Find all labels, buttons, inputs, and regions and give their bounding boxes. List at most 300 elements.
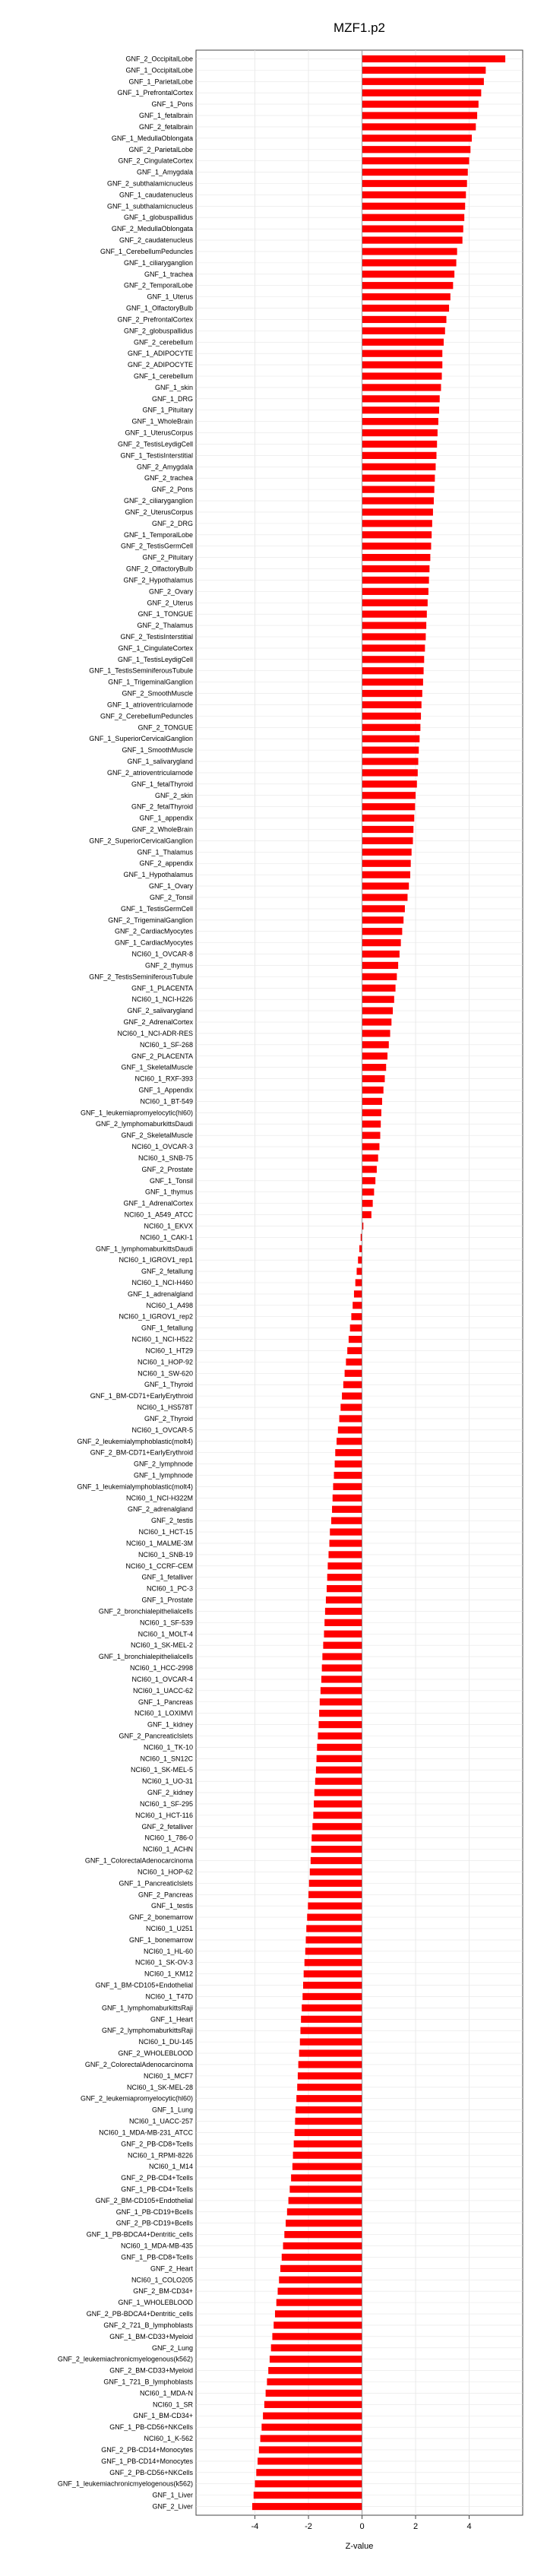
bar <box>362 996 394 1003</box>
category-label: GNF_2_trachea <box>144 474 193 483</box>
category-label: GNF_1_leukemialymphoblastic(molt4) <box>77 1483 193 1491</box>
category-label: NCI60_1_SNB-19 <box>138 1550 193 1559</box>
bar <box>362 962 399 969</box>
category-label: GNF_2_CardiacMyocytes <box>114 927 193 935</box>
bar <box>362 520 432 527</box>
bar <box>362 90 482 97</box>
category-label: NCI60_1_ACHN <box>142 1845 193 1853</box>
category-label: GNF_2_Heart <box>150 2264 193 2273</box>
bar <box>362 67 486 74</box>
category-label: GNF_2_ParietalLobe <box>128 145 193 153</box>
bar <box>299 2049 362 2056</box>
category-label: GNF_2_Pancreas <box>138 1891 193 1899</box>
bar <box>289 2197 362 2204</box>
category-label: GNF_1_lymphomaburkittsDaudi <box>95 1245 193 1253</box>
category-label: NCI60_1_RPMI-8226 <box>127 2151 193 2160</box>
category-label: GNF_2_Pituitary <box>142 553 193 562</box>
category-label: GNF_2_OlfactoryBulb <box>125 565 193 573</box>
category-label: GNF_2_kidney <box>147 1789 193 1797</box>
bar <box>362 169 468 176</box>
category-label: GNF_1_ParietalLobe <box>128 78 193 86</box>
bar <box>362 1188 375 1195</box>
bar <box>362 134 473 141</box>
bar <box>296 2095 362 2102</box>
bar <box>362 497 434 504</box>
bar <box>362 803 416 810</box>
bar <box>362 293 451 300</box>
bar <box>362 1132 381 1139</box>
bar <box>362 486 435 493</box>
category-label: GNF_2_leukemiapromyelocytic(hl60) <box>80 2094 193 2103</box>
category-label: GNF_2_TestisGermCell <box>120 542 193 550</box>
bar <box>362 1087 384 1093</box>
category-label: GNF_1_Hypothalamus <box>123 871 193 879</box>
category-label: NCI60_1_CAKI-1 <box>140 1233 193 1242</box>
bar <box>362 543 432 549</box>
bar <box>362 407 440 413</box>
bar <box>270 2356 362 2362</box>
category-label: GNF_2_SkeletalMuscle <box>121 1131 193 1140</box>
bar <box>259 2446 362 2453</box>
category-label: GNF_1_trachea <box>144 270 193 278</box>
bar <box>294 2141 362 2147</box>
category-label: NCI60_1_MOLT-4 <box>138 1630 193 1638</box>
category-label: NCI60_1_SR <box>152 2400 193 2409</box>
category-label: NCI60_1_OVCAR-5 <box>131 1426 193 1434</box>
bar <box>325 1608 362 1615</box>
bar <box>301 2016 362 2023</box>
bar <box>277 2299 362 2305</box>
bar <box>362 350 443 357</box>
bar <box>287 2208 362 2215</box>
category-label: GNF_1_TestisInterstitial <box>120 451 193 460</box>
category-label: GNF_2_Thalamus <box>137 622 193 630</box>
bar <box>362 1075 385 1082</box>
category-label: GNF_2_leukemialymphoblastic(molt4) <box>77 1437 193 1445</box>
category-label: GNF_1_fetalliver <box>141 1573 193 1581</box>
bar <box>335 1460 362 1467</box>
bar <box>322 1653 362 1660</box>
bar <box>302 2005 362 2011</box>
category-label: GNF_2_skin <box>154 791 193 799</box>
bar <box>362 361 443 368</box>
bar <box>320 1698 362 1705</box>
bar <box>274 2321 362 2328</box>
category-label: NCI60_1_SF-268 <box>139 1040 193 1049</box>
bar <box>337 1438 362 1445</box>
category-label: GNF_2_OccipitalLobe <box>125 55 193 63</box>
category-label: GNF_2_BM-CD34+ <box>133 2287 193 2296</box>
category-label: GNF_2_PrefrontalCortex <box>117 315 193 324</box>
category-label: GNF_2_testis <box>150 1517 193 1525</box>
bar <box>362 554 431 561</box>
bar <box>362 985 396 992</box>
bar <box>295 2118 362 2125</box>
category-label: GNF_2_BM-CD105+Endothelial <box>95 2196 193 2204</box>
category-label: GNF_1_leukemiachronicmyelogenous(k562) <box>57 2479 193 2488</box>
bar <box>362 395 440 402</box>
category-label: GNF_1_PrefrontalCortex <box>117 89 193 97</box>
bar <box>362 475 435 482</box>
category-label: NCI60_1_A549_ATCC <box>124 1210 193 1219</box>
category-label: NCI60_1_786-0 <box>144 1834 193 1842</box>
category-label: GNF_1_BM-CD34+ <box>133 2412 193 2420</box>
bar <box>362 701 422 708</box>
category-label: GNF_2_PB-CD19+Bcells <box>115 2219 193 2227</box>
category-label: NCI60_1_LOXIMVI <box>134 1709 193 1717</box>
category-label: GNF_1_CerebellumPeduncles <box>100 247 193 255</box>
bar <box>362 837 413 844</box>
bar <box>362 973 397 980</box>
category-label: GNF_1_721_B_lymphoblasts <box>103 2378 193 2386</box>
bar <box>362 588 428 595</box>
category-label: GNF_1_appendix <box>139 814 193 822</box>
bar <box>362 112 478 119</box>
category-label: GNF_1_Uterus <box>147 293 193 301</box>
category-label: NCI60_1_NCI-H460 <box>131 1279 193 1286</box>
category-label: NCI60_1_K-562 <box>144 2435 193 2443</box>
category-label: GNF_1_PB-BDCA4+Dentritic_cells <box>86 2230 193 2239</box>
bar <box>362 916 404 923</box>
bar <box>362 1030 390 1036</box>
category-label: GNF_1_TONGUE <box>138 610 193 619</box>
category-label: GNF_1_MedullaOblongata <box>111 134 193 142</box>
category-label: GNF_1_PB-CD14+Monocytes <box>101 2457 193 2465</box>
bar <box>258 2457 362 2464</box>
bar <box>362 100 479 107</box>
category-label: GNF_1_TrigeminalGanglion <box>108 678 193 686</box>
bar <box>356 1279 362 1286</box>
bar <box>353 1302 362 1309</box>
category-label: NCI60_1_NCI-H226 <box>131 995 193 1004</box>
category-label: GNF_2_CingulateCortex <box>118 157 193 165</box>
bar <box>308 1903 362 1910</box>
bar <box>362 328 445 334</box>
category-label: GNF_1_fetallung <box>141 1324 193 1332</box>
category-label: GNF_2_PB-CD4+Tcells <box>121 2174 193 2182</box>
x-tick-label: -4 <box>251 2522 259 2531</box>
bar <box>362 769 418 776</box>
bar <box>324 1619 362 1626</box>
category-label: GNF_2_Liver <box>152 2502 193 2511</box>
category-label: GNF_1_PB-CD19+Bcells <box>115 2207 193 2216</box>
bar <box>330 1528 362 1535</box>
category-label: GNF_2_PLACENTA <box>131 1052 193 1060</box>
bar <box>362 452 437 459</box>
category-label: GNF_1_WholeBrain <box>131 417 193 426</box>
category-label: NCI60_1_SK-MEL-5 <box>130 1766 193 1774</box>
x-axis-title: Z-value <box>345 2542 374 2551</box>
category-label: NCI60_1_M14 <box>148 2163 193 2171</box>
category-label: GNF_1_OlfactoryBulb <box>125 304 193 312</box>
category-label: GNF_2_subthalamicnucleus <box>106 179 193 188</box>
category-label: NCI60_1_MALME-3M <box>125 1539 193 1547</box>
bar <box>286 2220 362 2226</box>
bar <box>362 1041 389 1048</box>
category-label: GNF_1_kidney <box>147 1720 193 1729</box>
bar <box>362 418 438 425</box>
bar <box>343 1381 362 1388</box>
bar <box>327 1574 362 1581</box>
bar <box>351 1313 362 1320</box>
category-label: GNF_2_Amygdala <box>136 463 193 471</box>
category-label: NCI60_1_IGROV1_rep2 <box>119 1312 193 1321</box>
bar <box>327 1562 362 1569</box>
category-label: GNF_1_TemporalLobe <box>123 530 193 539</box>
bar <box>256 2469 362 2476</box>
bar <box>362 316 447 323</box>
bar <box>327 1585 362 1592</box>
bar <box>293 2152 362 2159</box>
category-label: GNF_2_AdrenalCortex <box>123 1018 193 1027</box>
category-label: NCI60_1_COLO205 <box>131 2276 193 2284</box>
category-label: GNF_2_CerebellumPeduncles <box>100 712 193 720</box>
bar <box>362 792 416 799</box>
bar <box>268 2367 362 2374</box>
bar <box>362 1154 378 1161</box>
bar <box>267 2378 362 2385</box>
bar <box>362 1121 381 1128</box>
category-label: GNF_1_atrioventricularnode <box>106 701 193 709</box>
category-label: GNF_2_atrioventricularnode <box>106 768 193 777</box>
bar <box>266 2390 362 2397</box>
bar <box>354 1290 362 1297</box>
category-label: GNF_1_globuspallidus <box>123 214 193 222</box>
bar <box>314 1800 362 1807</box>
category-label: GNF_1_ColorectalAdenocarcinoma <box>84 1856 193 1865</box>
category-label: GNF_2_bonemarrow <box>128 1913 193 1922</box>
category-label: GNF_2_Prostate <box>141 1165 193 1173</box>
bar <box>311 1846 362 1853</box>
bar <box>283 2242 362 2249</box>
category-label: GNF_1_fetalThyroid <box>131 780 193 788</box>
category-label: GNF_1_BM-CD71+EarlyErythroid <box>90 1392 193 1400</box>
category-label: GNF_1_subthalamicnucleus <box>106 202 193 210</box>
category-label: GNF_1_Pons <box>151 100 193 109</box>
category-label: NCI60_1_A498 <box>146 1301 193 1309</box>
bar <box>362 1018 392 1025</box>
bar <box>332 1506 362 1513</box>
category-label: GNF_1_Amygdala <box>136 168 193 176</box>
category-label: NCI60_1_SF-295 <box>139 1799 193 1808</box>
bar <box>362 1143 380 1150</box>
category-label: GNF_1_Liver <box>152 2491 193 2499</box>
category-label: NCI60_1_HOP-62 <box>137 1868 193 1876</box>
category-label: GNF_2_Hypothalamus <box>123 576 193 584</box>
category-label: GNF_2_fetalliver <box>141 1822 193 1831</box>
category-label: GNF_1_CingulateCortex <box>118 644 193 652</box>
category-label: GNF_1_SuperiorCervicalGanglion <box>89 735 193 743</box>
bar <box>321 1676 362 1682</box>
x-axis <box>251 2515 472 2531</box>
category-label: GNF_1_ciliaryganglion <box>123 258 193 267</box>
bar <box>297 2084 362 2090</box>
category-label: NCI60_1_HOP-92 <box>137 1358 193 1366</box>
bar <box>264 2401 362 2408</box>
category-label: GNF_1_adrenalgland <box>127 1290 193 1298</box>
category-label: GNF_1_cerebellum <box>133 372 193 381</box>
bar <box>275 2310 362 2317</box>
category-label: GNF_2_fetalThyroid <box>131 802 193 811</box>
bar <box>315 1778 362 1785</box>
bar <box>362 508 433 515</box>
category-label: GNF_1_TestisLeydigCell <box>117 655 193 663</box>
category-label: NCI60_1_HT29 <box>145 1347 193 1355</box>
category-label: NCI60_1_KM12 <box>144 1970 193 1978</box>
bar <box>362 882 409 889</box>
category-label: GNF_2_PB-CD14+Monocytes <box>101 2445 193 2454</box>
bar <box>318 1721 362 1728</box>
bar <box>362 690 422 697</box>
category-label: GNF_1_SmoothMuscle <box>122 746 193 755</box>
bar <box>333 1483 362 1490</box>
bar <box>362 1211 372 1218</box>
category-label: NCI60_1_HS578T <box>137 1404 193 1412</box>
category-label: NCI60_1_SW-620 <box>138 1369 193 1378</box>
category-label: GNF_2_Thyroid <box>144 1414 193 1422</box>
bar <box>342 1393 362 1400</box>
x-tick-label: -2 <box>305 2522 312 2531</box>
bar <box>362 736 420 742</box>
bar <box>334 1472 362 1479</box>
category-label: NCI60_1_HL-60 <box>143 1947 193 1955</box>
bar <box>362 826 414 833</box>
category-label: GNF_2_PB-BDCA4+Dentritic_cells <box>86 2310 193 2318</box>
bar <box>296 2106 362 2113</box>
bar <box>362 780 417 787</box>
x-tick-label: 2 <box>413 2522 419 2531</box>
category-label: NCI60_1_UACC-62 <box>132 1686 193 1695</box>
category-label: NCI60_1_HCT-116 <box>135 1811 193 1819</box>
bar <box>362 441 438 448</box>
category-label: GNF_2_SmoothMuscle <box>122 689 193 698</box>
bar <box>340 1415 362 1422</box>
category-label: NCI60_1_NCI-H322M <box>125 1494 193 1502</box>
category-label: GNF_1_fetalbrain <box>138 112 193 120</box>
bar <box>362 248 457 255</box>
bar <box>317 1744 362 1751</box>
category-label: GNF_1_Thyroid <box>144 1381 193 1389</box>
category-label: GNF_1_CardiacMyocytes <box>114 938 193 947</box>
category-label: GNF_1_UterusCorpus <box>125 429 193 437</box>
bar <box>362 180 467 187</box>
bar <box>362 860 411 867</box>
category-label: GNF_2_BM-CD33+Myeloid <box>109 2366 193 2375</box>
bar <box>362 928 403 935</box>
bar <box>362 644 425 651</box>
bar <box>307 1913 362 1920</box>
category-label: GNF_1_Lung <box>151 2106 193 2114</box>
category-label: NCI60_1_EKVX <box>144 1222 193 1230</box>
bar <box>362 656 425 663</box>
bar <box>362 78 484 85</box>
bar <box>362 565 430 572</box>
bar <box>346 1359 362 1366</box>
category-label: NCI60_1_OVCAR-3 <box>131 1143 193 1151</box>
bar <box>362 611 427 618</box>
bar <box>362 1064 387 1071</box>
bar <box>362 758 419 764</box>
category-label: NCI60_1_UACC-257 <box>128 2117 193 2125</box>
bar <box>362 305 450 312</box>
category-label: GNF_1_BM-CD105+Endothelial <box>95 1981 193 1989</box>
category-label: GNF_1_caudatenucleus <box>119 191 193 199</box>
bar <box>340 1404 362 1410</box>
bar <box>362 1052 387 1059</box>
category-label: NCI60_1_CCRF-CEM <box>125 1562 193 1570</box>
category-label: NCI60_1_RXF-393 <box>134 1074 193 1083</box>
category-label: NCI60_1_BT-549 <box>140 1097 193 1106</box>
bar <box>362 1177 376 1184</box>
category-label: GNF_1_thymus <box>144 1188 193 1196</box>
category-label: GNF_2_WholeBrain <box>131 825 193 834</box>
bar <box>362 746 419 753</box>
bar <box>312 1823 362 1830</box>
bar <box>362 146 471 153</box>
bar <box>308 1891 362 1898</box>
bar <box>278 2288 362 2295</box>
bar <box>315 1789 362 1796</box>
category-label: GNF_2_cerebellum <box>133 338 193 347</box>
category-label: GNF_2_lymphomaburkittsDaudi <box>95 1120 193 1128</box>
category-label: NCI60_1_T47D <box>145 1992 193 2001</box>
bar <box>362 713 422 720</box>
category-label: NCI60_1_MDA-MB-435 <box>120 2242 193 2250</box>
x-tick-label: 0 <box>359 2522 365 2531</box>
category-label: GNF_1_Prostate <box>141 1596 193 1604</box>
category-label: NCI60_1_OVCAR-8 <box>131 950 193 958</box>
category-label: NCI60_1_MDA-N <box>139 2389 193 2397</box>
bar <box>362 724 421 731</box>
bar <box>300 2027 362 2034</box>
bar <box>362 939 401 946</box>
bar <box>362 1007 394 1014</box>
category-label: GNF_2_bronchialepithelialcells <box>98 1607 193 1616</box>
bar <box>347 1347 362 1354</box>
category-label: NCI60_1_U251 <box>145 1925 193 1933</box>
bar <box>362 55 506 62</box>
bar <box>271 2344 362 2351</box>
category-label: NCI60_1_HCT-15 <box>138 1528 193 1536</box>
bar <box>306 1936 362 1943</box>
bar <box>335 1449 362 1456</box>
category-label: GNF_1_DRG <box>151 394 193 403</box>
category-label: GNF_2_thymus <box>144 961 193 970</box>
bar <box>318 1733 362 1739</box>
category-label: GNF_1_TestisGermCell <box>120 904 193 913</box>
bar <box>362 259 457 266</box>
bar <box>305 1948 362 1954</box>
category-label: GNF_2_WHOLEBLOOD <box>118 2049 193 2058</box>
bar <box>324 1631 362 1638</box>
bar <box>319 1710 362 1717</box>
bar <box>356 1267 362 1274</box>
category-label: GNF_2_Pons <box>151 486 193 494</box>
category-label: GNF_1_skin <box>154 383 193 391</box>
category-label: NCI60_1_TK-10 <box>143 1743 193 1752</box>
bar <box>333 1495 362 1502</box>
category-label: NCI60_1_HCC-2998 <box>129 1664 193 1673</box>
category-label: GNF_1_PB-CD4+Tcells <box>121 2185 193 2193</box>
category-label: GNF_2_adrenalgland <box>127 1505 193 1514</box>
bar <box>362 214 465 221</box>
category-label: GNF_1_WHOLEBLOOD <box>118 2299 193 2307</box>
bar <box>362 384 441 391</box>
category-label: GNF_2_fetalbrain <box>138 122 193 131</box>
category-label: GNF_1_Thalamus <box>137 848 193 856</box>
bar <box>362 464 436 470</box>
bar <box>362 282 454 289</box>
